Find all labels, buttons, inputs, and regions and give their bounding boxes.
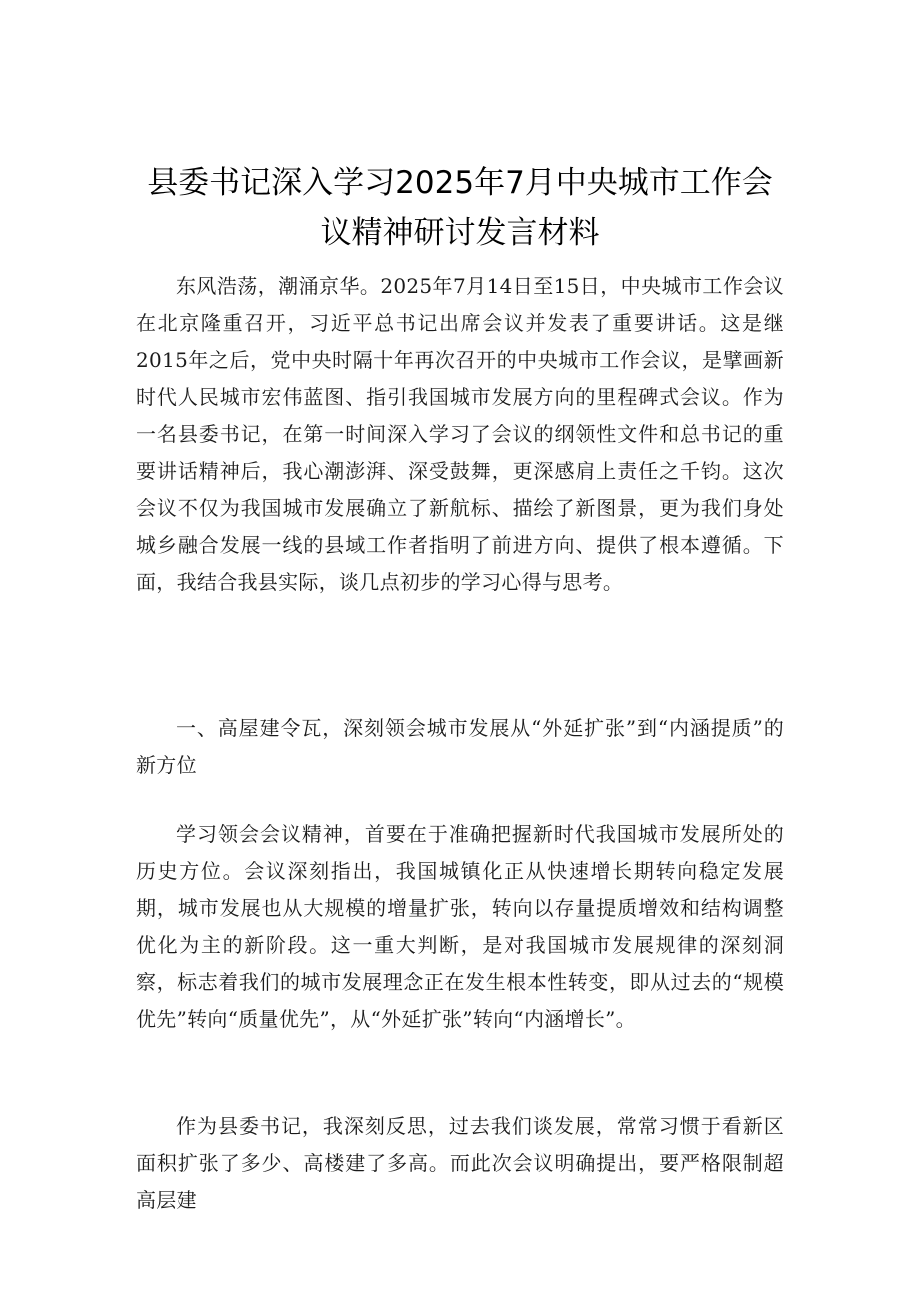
document-title-line-2: 议精神研讨发言材料 — [320, 215, 600, 251]
document-title-line-1: 县委书记深入学习2025年7月中央城市工作会 — [147, 165, 773, 201]
paragraph-body: 作为县委书记，我深刻反思，过去我们谈发展，常常习惯于看新区面积扩张了多少、高楼建了多高。而此次会议明确提出，要严格限制超高层建 — [136, 1114, 784, 1212]
paragraph-body: 学习领会会议精神，首要在于准确把握新时代我国城市发展所处的历史方位。会议深刻指出，我国城镇化正从快速增长期转向稳定发展期，城市发展也从大规模的增量扩张，转向以存量提质增效和结构调整优化为主的新阶段。这一重大判断，是对我国城市发展规律的深刻洞察，标志着我们的城市发展理念正在发生根本性转变，即从过去的“规模优先”转向“质量优先”，从“外延扩张”转向“内涵增长”。 — [136, 822, 784, 1031]
paragraph-intro: 东风浩荡，潮涌京华。2025年7月14日至15日，中央城市工作会议在北京隆重召开，习近平总书记出席会议并发表了重要讲话。这是继2015年之后，党中央时隔十年再次召开的中央城市工作会议，是擘画新时代人民城市宏伟蓝图、指引我国城市发展方向的里程碑式会议。作为一名县委书记，在第一时间深入学习了会议的纲领性文件和总书记的重要讲话精神后，我心潮澎湃、深受鼓舞，更深感肩上责任之千钧。这次会议不仅为我国城市发展确立了新航标、描绘了新图景，更为我们身处城乡融合发展一线的县域工作者指明了前进方向、提供了根本遵循。下面，我结合我县实际，谈几点初步的学习心得与思考。 — [136, 274, 784, 594]
section-heading-1: 一、高屋建令瓦，深刻领会城市发展从“外延扩张”到“内涵提质”的新方位 — [136, 716, 784, 777]
